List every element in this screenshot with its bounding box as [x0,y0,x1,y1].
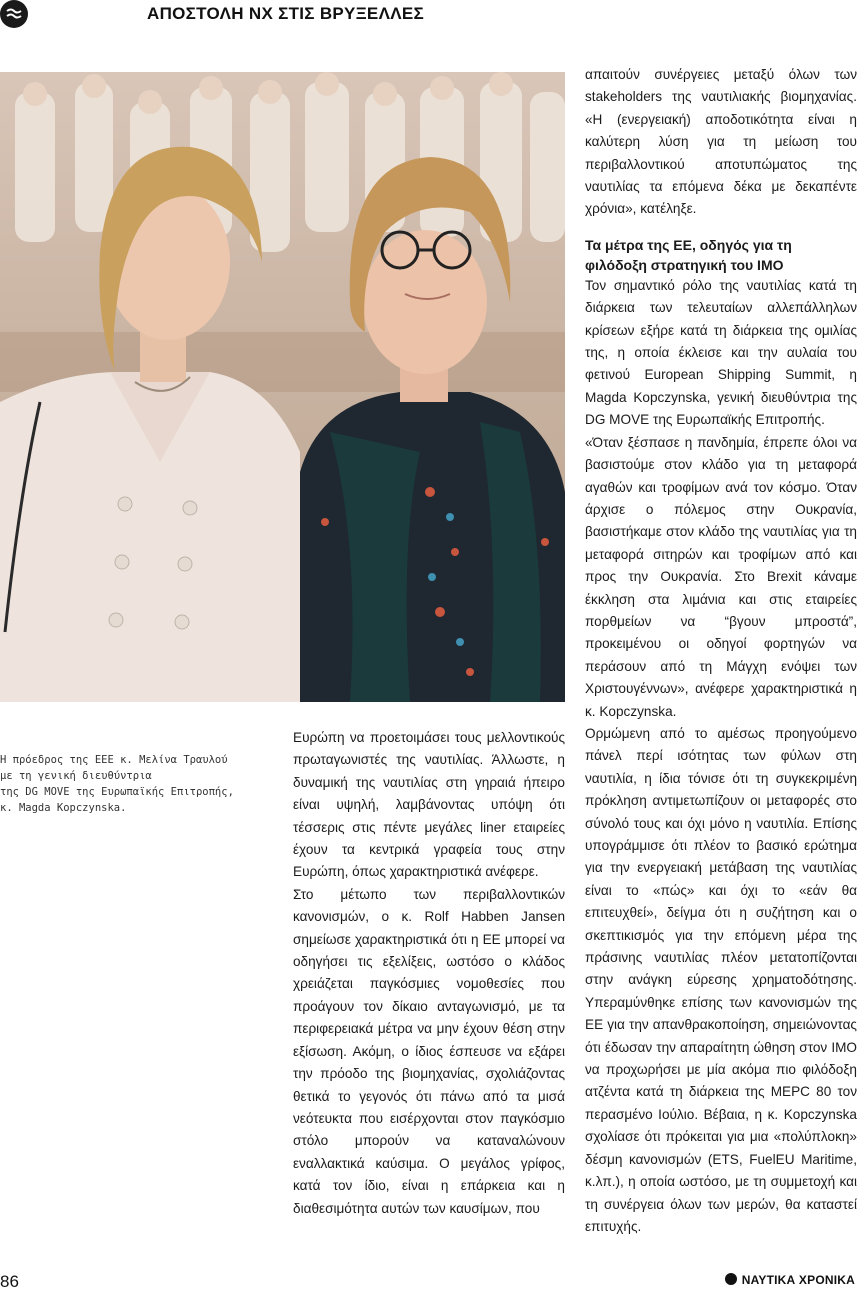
caption-line: της DG MOVE της Ευρωπαϊκής Επιτροπής, [0,786,234,798]
paragraph: «Όταν ξέσπασε η πανδημία, έπρεπε όλοι να βασιστούμε στον κλάδο για τη μεταφορά αγαθών και τροφίμων ανά τον κόσμο. Όταν άρχισε ο πόλεμος στην Ουκρανία, βασιστήκαμε στον κλάδο της ναυτιλίας για τη μεταφορά σιτηρών και τροφίμων από και προς την Ουκρανία. Στο Brexit κάναμε έκκληση στα λιμάνια και στις εταιρείες πορθμείων να “βγουν μπροστά”, προκειμένου οι οδηγοί φορτηγών να περάσουν από τη Μάγχη ενόψει των Χριστουγέννων», ανέφερε χαρακτηριστικά η κ. Kopczynska. [585,434,857,719]
paragraph: Στο μέτωπο των περιβαλλοντικών κανονισμών, ο κ. Rolf Habben Jansen σημείωσε χαρακτηριστικά ότι η ΕΕ μπορεί να οδηγήσει τις εξελίξεις, ωστόσο ο κλάδος χρειάζεται παγκόσμιες νομοθεσίες που προάγουν τον δίκαιο ανταγωνισμό, με τα περιφερειακά μέτρα να μην έχουν θέση στην εξίσωση. Ακόμη, ο ίδιος έσπευσε να εξάρει την πρόοδο της βιομηχανίας, σχολιάζοντας θετικά το γεγονός ότι πάνω από τα μισά νεότευκτα που εισέρχονται στον παγκόσμιο στόλο μπορούν να καταναλώνουν εναλλακτικά καύσιμα. Ο μεγάλος γρίφος, κατά τον ίδιο, είναι η επάρκεια και η διαθεσιμότητα αυτών των καυσίμων, που [293,886,565,1216]
paragraph: Ορμώμενη από το αμέσως προηγούμενο πάνελ περί ισότητας των φύλων στη ναυτιλία, η ίδια τόνισε ότι τη συγκεκριμένη πρόκληση αντιμετωπίζουν οι μεταφορές στο σύνολό τους και όχι μόνο η ναυτιλία. Επίσης υπογράμμισε ότι πλέον το βασικό ερώτημα για την ενεργειακή μετάβαση της ναυτιλίας είναι το «πώς» και όχι το «εάν θα επιτευχθεί», δείγμα ότι η συζήτηση και ο σκεπτικισμός για την επόμενη μέρα της πράσινης ναυτιλίας πλέον μετατοπίζονται στην ανάγκη εύρεσης χρηματοδότησης. Υπεραμύνθηκε επίσης των κανονισμών της ΕΕ για την απανθρακοποίηση, σημειώνοντας ότι έδωσαν την απαραίτητη ώθηση στον ΙΜΟ να προχωρήσει με μία ακόμα πιο φιλόδοξη ατζέντα κατά τη διάρκεια της MEPC 80 τον περασμένο Ιούλιο. Βέβαια, η κ. Kopczynska σχολίασε ότι πρόκειται για μια «πολύπλοκη» δέσμη κανονισμών (ETS, FuelEU Maritime, κ.λπ.), η οποία ωστόσο, με τη συμμετοχή και τη συνέργεια όλων των μερών, θα καταστεί επιτυχής. [585,725,857,1234]
caption-line: Η πρόεδρος της ΕΕΕ κ. Μελίνα Τραυλού [0,754,228,766]
paragraph: απαιτούν συνέργειες μεταξύ όλων των stakeholders της ναυτιλιακής βιομηχανίας. «Η (ενεργειακή) αποδοτικότητα είναι η καλύτερη λύση για τη μείωση του περιβαλλοντικού αποτυπώματος της ναυτιλίας τα επόμενα δέκα με δεκαπέντε χρόνια», κατέληξε. [585,67,857,217]
publication-brand [725,1273,855,1287]
page-number: 86 [0,1272,19,1291]
brand-logo-icon [725,1273,737,1285]
paragraph: Ευρώπη να προετοιμάσει τους μελλοντικούς πρωταγωνιστές της ναυτιλίας. Άλλωστε, η δυναμική της ναυτιλίας στη γηραιά ήπειρο είναι υψηλή, λαμβάνοντας υπόψη ότι τέσσερις στις πέντε μεγάλες liner εταιρείες έχουν τα κεντρικά γραφεία τους στην Ευρώπη, όπως χαρακτηριστικά ανέφερε. [293,730,565,880]
section-badge [0,0,28,28]
article-column-middle [293,727,565,1220]
wave-icon [6,7,22,21]
paragraph: Τον σημαντικό ρόλο της ναυτιλίας κατά τη διάρκεια των τελευταίων αλλεπάλληλων κρίσεων εξήρε κατά τη διάρκεια της ομιλίας της, η οποία έκλεισε και την αυλαία του φετινού European Shipping Summit, η Magda Kopczynska, γενική διευθύντρια της DG MOVE της Ευρωπαϊκής Επιτροπής. [585,277,857,428]
article-photo [0,72,565,702]
article-column-right [585,64,857,1238]
subheading: Τα μέτρα της ΕΕ, οδηγός για τη φιλόδοξη στρατηγική του ΙΜΟ [585,236,792,273]
section-title: ΑΠΟΣΤΟΛΗ ΝΧ ΣΤΙΣ ΒΡΥΞΕΛΛΕΣ [147,4,424,23]
caption-line: με τη γενική διευθύντρια [0,770,152,782]
caption-line: κ. Magda Kopczynska. [0,802,127,814]
photo-illustration [0,72,565,702]
photo-caption [0,752,250,816]
brand-name: ΝΑΥΤΙΚΑ ΧΡΟΝΙΚΑ [741,1273,855,1287]
